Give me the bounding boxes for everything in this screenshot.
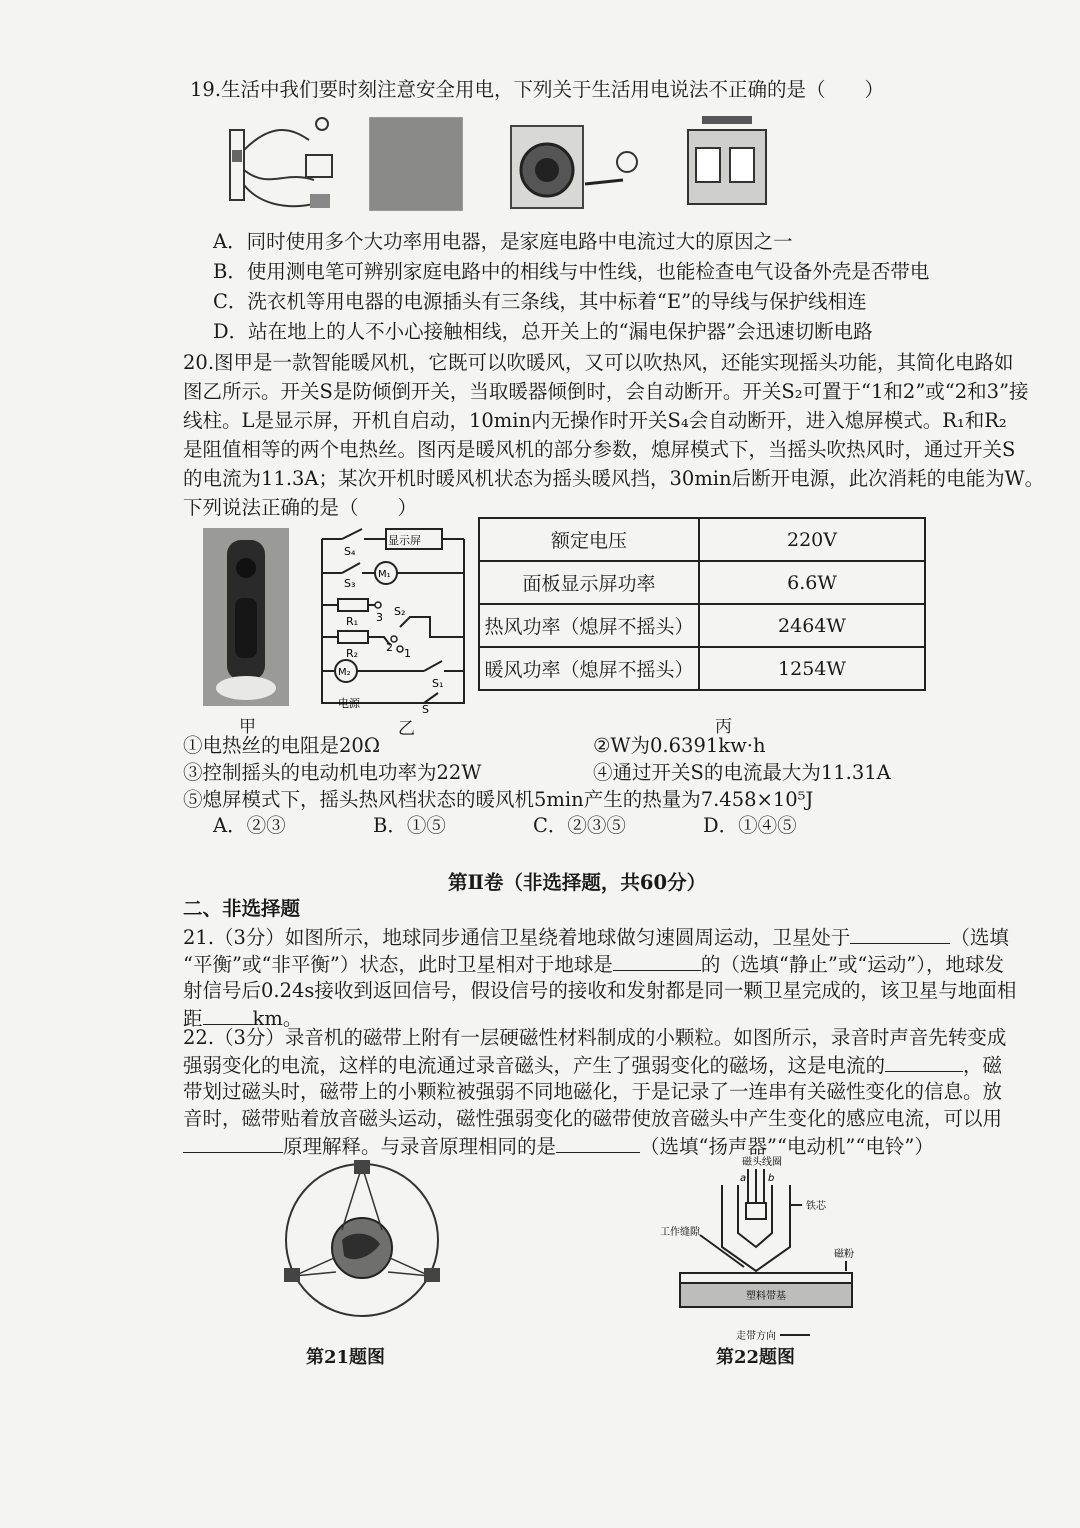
fig21-caption: 第21题图 (306, 1347, 386, 1368)
q22-text: （选填“扬声器”“电动机”“电铃”） (640, 1135, 934, 1158)
circuit-m2-label: M₂ (338, 667, 351, 678)
param-key: 额定电压 (479, 518, 699, 561)
table-row (479, 561, 925, 604)
param-value: 2464W (699, 604, 925, 647)
direction-label: 走带方向 (736, 1331, 776, 1342)
q20-statement-5: ⑤熄屏模式下，摇头热风档状态的暖风机5min产生的热量为7.458×10⁵J (183, 788, 814, 811)
circuit-m1-label: M₁ (378, 569, 391, 580)
param-key: 面板显示屏功率 (479, 561, 699, 604)
table-row (479, 604, 925, 647)
param-key: 暖风功率（熄屏不摇头） (479, 647, 699, 690)
coil-label: 磁头线圈 (742, 1157, 782, 1168)
circuit-terminal-1: 1 (404, 647, 411, 660)
q21-blank-1[interactable] (850, 923, 950, 944)
fig-bing-caption: 丙 (715, 717, 732, 737)
fig-yi-caption: 乙 (398, 719, 415, 739)
q21-text: km。 (252, 1007, 303, 1030)
circuit-power-label: 电源 (338, 697, 360, 710)
part2-header: 第Ⅱ卷（非选择题，共60分） (448, 871, 707, 894)
q21-text: （选填 (950, 926, 1009, 949)
q20-statement-2: ②W为0.6391kw·h (593, 734, 766, 757)
q22-line-4: 音时，磁带贴着放音磁头运动，磁性强弱变化的磁带使放音磁头中产生变化的感应电流，可以用 (183, 1107, 1003, 1130)
q20-statement-1: ①电热丝的电阻是20Ω (183, 734, 380, 757)
terminal-a: a (740, 1173, 747, 1184)
q20-circuit-diagram (314, 521, 470, 713)
circuit-s4-label: S₄ (344, 545, 356, 558)
q19-stem: 19.生活中我们要时刻注意安全用电，下列关于生活用电说法不正确的是（ ） (190, 78, 885, 101)
q19-option-c: C．洗衣机等用电器的电源插头有三条线，其中标着“E”的导线与保护线相连 (213, 290, 867, 313)
q20-statement-3: ③控制摇头的电动机电功率为22W (183, 761, 482, 784)
q20-choice-a: A．②③ (213, 814, 286, 837)
circuit-s1-label: S₁ (432, 677, 444, 690)
q22-blank-3[interactable] (556, 1132, 640, 1153)
circuit-display-label: 显示屏 (388, 534, 421, 547)
q22-text: 原理解释。与录音原理相同的是 (283, 1135, 557, 1158)
q20-stem-line-1: 20.图甲是一款智能暖风机，它既可以吹暖风，又可以吹热风，还能实现摇头功能，其简化电路如 (183, 351, 1014, 374)
q21-blank-2[interactable] (613, 950, 701, 971)
q19-photo-test-pen (369, 117, 463, 211)
circuit-s-label: S (422, 703, 429, 713)
q20-heater-photo (203, 528, 289, 706)
q20-stem-line-4: 是阻值相等的两个电热丝。图丙是暖风机的部分参数，熄屏模式下，当摇头吹热风时，通过开关S (183, 438, 1016, 461)
q21-text: 的（选填“静止”或“运动”），地球发 (700, 953, 1005, 976)
section-title: 二、非选择题 (183, 897, 301, 920)
q21-text: 距 (183, 1007, 203, 1030)
q22-text: 强弱变化的电流，这样的电流通过录音磁头，产生了强弱变化的磁场，这是电流的 (183, 1054, 886, 1077)
table-row (479, 647, 925, 690)
circuit-r2-label: R₂ (346, 647, 359, 660)
q19-figure-washer (505, 122, 653, 214)
circuit-s2-label: S₂ (394, 605, 406, 618)
q20-stem-line-6: 下列说法正确的是（ ） (183, 496, 418, 519)
q21-blank-3[interactable] (203, 1004, 253, 1025)
circuit-terminal-2: 2 (386, 641, 393, 654)
base-label: 塑料带基 (746, 1291, 786, 1302)
q22-blank-1[interactable] (885, 1051, 963, 1072)
param-value: 1254W (699, 647, 925, 690)
q19-option-b: B．使用测电笔可辨别家庭电路中的相线与中性线，也能检查电气设备外壳是否带电 (213, 260, 930, 283)
circuit-terminal-3: 3 (376, 611, 383, 624)
q20-statement-4: ④通过开关S的电流最大为11.31A (593, 761, 891, 784)
q21-line-3: 射信号后0.24s接收到返回信号，假设信号的接收和发射都是同一颗卫星完成的，该卫星与地面相 (183, 979, 1017, 1002)
powder-label: 磁粉 (834, 1249, 854, 1260)
q21-text: “平衡”或“非平衡”）状态，此时卫星相对于地球是 (183, 953, 613, 976)
q20-stem-line-3: 线柱。L是显示屏，开机自启动，10min内无操作时开关S₄会自动断开，进入熄屏模式。R₁和R₂ (183, 409, 1007, 432)
q21-line-1 (183, 923, 1009, 951)
q22-line-1: 22.（3分）录音机的磁带上附有一层硬磁性材料制成的小颗粒。如图所示，录音时声音先转变成 (183, 1026, 1007, 1049)
q19-figure-breaker (684, 110, 774, 210)
gap-label: 工作缝隙 (660, 1227, 700, 1238)
q22-blank-2[interactable] (183, 1132, 283, 1153)
fig22-caption: 第22题图 (716, 1347, 796, 1368)
q22-text: ，磁 (963, 1054, 1003, 1077)
fig22-tape-head (660, 1155, 860, 1345)
q20-stem-line-5: 的电流为11.3A；某次开机时暖风机状态为摇头暖风挡，30min后断开电源，此次消耗的电能为W。 (183, 467, 1045, 490)
circuit-s3-label: S₃ (344, 577, 356, 590)
core-label: 铁芯 (806, 1201, 826, 1212)
table-row (479, 518, 925, 561)
circuit-r1-label: R₁ (346, 615, 359, 628)
q20-choice-b: B．①⑤ (373, 814, 446, 837)
q20-parameter-table (478, 517, 926, 691)
param-key: 热风功率（熄屏不摇头） (479, 604, 699, 647)
q21-text: 21.（3分）如图所示，地球同步通信卫星绕着地球做匀速圆周运动，卫星处于 (183, 926, 851, 949)
fig21-satellite-orbit (282, 1160, 442, 1320)
terminal-b: b (768, 1173, 775, 1184)
q19-option-d: D．站在地上的人不小心接触相线，总开关上的“漏电保护器”会迅速切断电路 (213, 320, 873, 343)
q21-line-2 (183, 950, 1004, 978)
q19-figure-wiring (214, 110, 344, 222)
q22-line-3: 带划过磁头时，磁带上的小颗粒被强弱不同地磁化，于是记录了一连串有关磁性变化的信息。放 (183, 1080, 1003, 1103)
param-value: 6.6W (699, 561, 925, 604)
fig-jia-caption: 甲 (239, 717, 256, 737)
q20-choice-d: D．①④⑤ (703, 814, 797, 837)
q22-line-2 (183, 1051, 1002, 1079)
q20-choice-c: C．②③⑤ (533, 814, 626, 837)
q19-option-a: A．同时使用多个大功率用电器，是家庭电路中电流过大的原因之一 (213, 230, 793, 253)
q20-stem-line-2: 图乙所示。开关S是防倾倒开关，当取暖器倾倒时，会自动断开。开关S₂可置于“1和2”或“2和3”接 (183, 380, 1029, 403)
param-value: 220V (699, 518, 925, 561)
